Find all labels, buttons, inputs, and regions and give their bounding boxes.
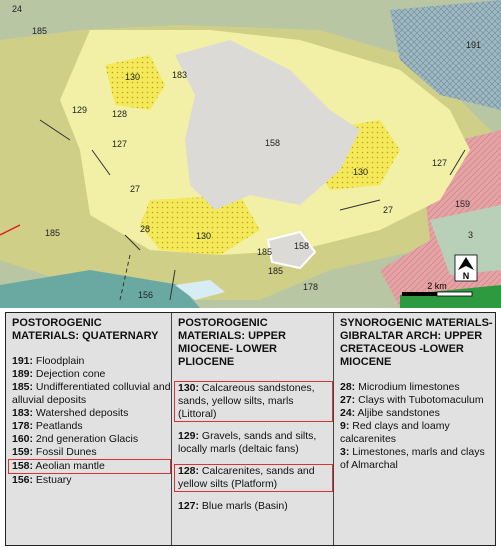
legend-entry-text: Limestones, marls and clays of Almarchal [340, 446, 485, 471]
legend-entry-code: 27: [340, 394, 356, 406]
legend-entry [8, 459, 171, 474]
legend-entry-code: 127: [178, 500, 200, 512]
legend-entries [12, 355, 171, 487]
legend-entry-text: Aljibe sandstones [355, 407, 440, 419]
legend-entry [340, 381, 495, 394]
legend-entry-code: 159: [12, 446, 34, 458]
unit-label: 130 [125, 72, 141, 82]
legend-entry-code: 9: [340, 420, 350, 432]
legend-entry-text: Gravels, sands and silts, locally marls (deltaic fans) [178, 430, 317, 455]
legend-entry-code: 189: [12, 368, 34, 380]
unit-label: 156 [138, 290, 154, 300]
legend-entry-code: 183: [12, 407, 34, 419]
north-arrow [455, 255, 477, 281]
legend-entry-text: Calcarenites, sands and yellow silts (Platform) [178, 465, 315, 490]
scale-label: 2 km [427, 281, 447, 291]
legend-entry-code: 191: [12, 355, 34, 367]
unit-label: 3 [468, 230, 474, 240]
legend-entry [174, 464, 333, 492]
legend-entry [174, 381, 333, 422]
legend-entry-code: 128: [178, 465, 200, 477]
legend-entry-text: Peatlands [33, 420, 83, 432]
unit-label: 27 [130, 184, 141, 194]
legend-entry [340, 394, 495, 407]
unit-label: 129 [72, 105, 88, 115]
map-legend [5, 312, 496, 546]
unit-label: 178 [303, 282, 319, 292]
unit-label: 127 [432, 158, 448, 168]
unit-label: 185 [32, 26, 48, 36]
unit-label: 158 [294, 241, 310, 251]
legend-entry-code: 129: [178, 430, 200, 442]
legend-entry-code: 185: [12, 381, 34, 393]
unit-label: 27 [383, 205, 394, 215]
unit-label: 128 [112, 109, 128, 119]
legend-entry-code: 28: [340, 381, 356, 393]
legend-entry [340, 407, 495, 420]
legend-entry [12, 407, 171, 420]
legend-entry [12, 420, 171, 433]
legend-entry-text: Estuary [33, 474, 72, 486]
unit-label: 130 [196, 231, 212, 241]
legend-entry-text: 2nd generation Glacis [33, 433, 139, 445]
legend-entry [12, 474, 171, 487]
legend-column-quaternary [6, 313, 172, 545]
legend-entry [12, 446, 171, 459]
legend-column-miocene [172, 313, 334, 545]
legend-entry-code: 24: [340, 407, 356, 419]
legend-column-title: POSTOROGENIC MATERIALS: UPPER MIOCENE- LOWER PLIOCENE [178, 317, 286, 368]
legend-entry-text: Undifferentiated colluvial and alluvial deposits [12, 381, 171, 406]
unit-label: 191 [466, 40, 482, 50]
unit-label: 24 [12, 4, 23, 14]
legend-entry-code: 178: [12, 420, 34, 432]
legend-entry-text: Microdium limestones [355, 381, 460, 393]
legend-entry [12, 433, 171, 446]
unit-label: 28 [140, 224, 151, 234]
legend-entry-code: 130: [178, 382, 200, 394]
legend-entry-text: Floodplain [33, 355, 85, 367]
legend-entry-code: 160: [12, 433, 34, 445]
unit-label: 127 [112, 139, 128, 149]
legend-entry-text: Calcareous sandstones, sands, yellow silts, marls (Littoral) [178, 382, 315, 420]
legend-entries [178, 381, 333, 513]
unit-label: 130 [353, 167, 369, 177]
legend-entry [340, 446, 495, 472]
legend-entry-text: Blue marls (Basin) [199, 500, 288, 512]
unit-label: 185 [45, 228, 61, 238]
legend-entry-text: Fossil Dunes [33, 446, 97, 458]
legend-entry [12, 368, 171, 381]
legend-column-synorogenic [334, 313, 495, 545]
legend-entry [340, 420, 495, 446]
north-label: N [462, 271, 470, 281]
unit-label: 159 [455, 199, 471, 209]
unit-label: 158 [265, 138, 281, 148]
legend-entry-code: 3: [340, 446, 350, 458]
unit-label: 185 [268, 266, 284, 276]
legend-entry-text: Watershed deposits [33, 407, 129, 419]
legend-entry [12, 381, 171, 407]
legend-column-title: SYNOROGENIC MATERIALS-GIBRALTAR ARCH: UPPER CRETACEOUS -LOWER MIOCENE [340, 317, 493, 368]
legend-entry [12, 355, 171, 368]
legend-entry-text: Dejection cone [33, 368, 106, 380]
unit-label: 183 [172, 70, 188, 80]
legend-entry [178, 430, 333, 456]
legend-entries [340, 381, 495, 472]
legend-entry-text: Clays with Tubotomaculum [355, 394, 484, 406]
legend-column-title: POSTOROGENIC MATERIALS: QUATERNARY [12, 317, 159, 342]
legend-entry-code: 156: [12, 474, 34, 486]
legend-entry-text: Aeolian mantle [33, 460, 105, 472]
legend-entry [178, 500, 333, 513]
legend-entry-text: Red clays and loamy calcarenites [340, 420, 450, 445]
legend-entry-code: 158: [12, 460, 34, 472]
unit-label: 185 [257, 247, 273, 257]
